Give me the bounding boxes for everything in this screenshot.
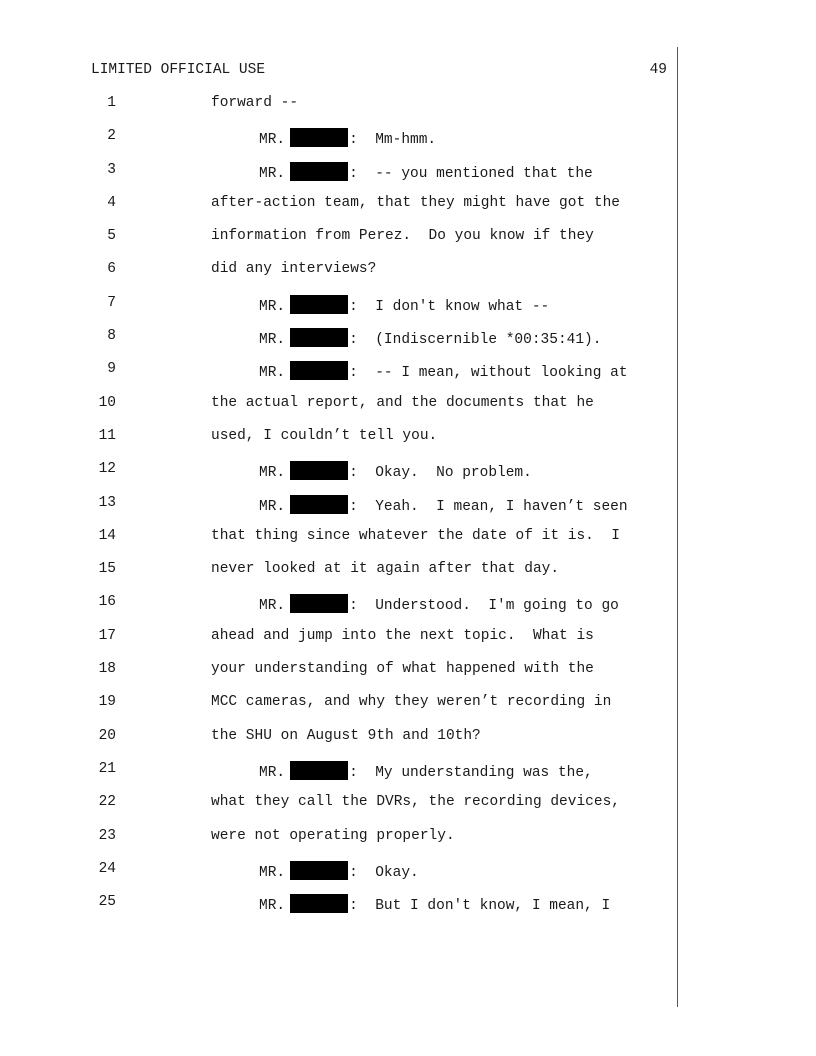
page-number: 49 (649, 62, 667, 78)
transcript-line (0, 887, 816, 920)
speaker-title: MR. (259, 498, 286, 515)
line-number: 15 (98, 561, 116, 578)
continuation-line (211, 561, 559, 577)
line-number: 5 (107, 228, 116, 245)
speaker-line (259, 861, 419, 881)
line-number: 18 (98, 661, 116, 678)
transcript-line (0, 521, 816, 554)
line-number: 9 (107, 361, 116, 378)
transcript-line (0, 488, 816, 521)
continuation-line (211, 228, 594, 244)
line-text: your understanding of what happened with the (211, 661, 594, 678)
transcript-line (0, 288, 816, 321)
speaker-line (259, 162, 593, 182)
transcript-line (0, 654, 816, 687)
line-text: after-action team, that they might have got the (211, 194, 620, 211)
speaker-line (259, 894, 610, 914)
speaker-title: MR. (259, 598, 286, 615)
line-text: did any interviews? (211, 261, 377, 278)
speaker-line (259, 295, 549, 315)
line-text: that thing since whatever the date of it is. I (211, 527, 620, 544)
continuation-line (211, 528, 620, 544)
transcript-line (0, 821, 816, 854)
transcript-line (0, 221, 816, 254)
line-number: 1 (107, 95, 116, 111)
line-text: : (Indiscernible *00:35:41). (349, 332, 602, 349)
transcript-line (0, 787, 816, 820)
line-text: information from Perez. Do you know if they (211, 228, 594, 245)
line-number: 17 (98, 627, 116, 644)
redaction-box (290, 495, 348, 514)
transcript-line (0, 354, 816, 387)
transcript-line (0, 321, 816, 354)
speaker-line (259, 594, 619, 614)
transcript-line (0, 155, 816, 188)
line-text: : My understanding was the, (349, 764, 593, 781)
line-number: 12 (98, 461, 116, 478)
redaction-box (290, 361, 348, 380)
redaction-box (290, 594, 348, 613)
transcript-body (0, 88, 816, 920)
line-text: the SHU on August 9th and 10th? (211, 727, 481, 744)
continuation-line (211, 261, 376, 277)
speaker-title: MR. (259, 764, 286, 781)
speaker-line (259, 361, 628, 381)
line-text: forward -- (211, 95, 299, 111)
transcript-line (0, 621, 816, 654)
speaker-title: MR. (259, 132, 286, 149)
line-text: : Okay. (349, 864, 419, 881)
speaker-line (259, 461, 532, 481)
line-number: 16 (98, 594, 116, 611)
line-text: : -- you mentioned that the (349, 165, 593, 182)
redaction-box (290, 461, 348, 480)
speaker-title: MR. (259, 365, 286, 382)
speaker-title: MR. (259, 898, 286, 915)
continuation-line (211, 95, 298, 111)
line-number: 3 (107, 161, 116, 178)
line-text: : Understood. I'm going to go (349, 598, 619, 615)
speaker-title: MR. (259, 332, 286, 349)
transcript-line (0, 454, 816, 487)
line-text: : But I don't know, I mean, I (349, 898, 611, 915)
continuation-line (211, 794, 620, 810)
transcript-line (0, 88, 816, 121)
continuation-line (211, 628, 594, 644)
continuation-line (211, 395, 594, 411)
transcript-line (0, 721, 816, 754)
redaction-box (290, 761, 348, 780)
speaker-line (259, 128, 436, 148)
line-number: 2 (107, 128, 116, 145)
line-number: 22 (98, 794, 116, 811)
line-text: ahead and jump into the next topic. What is (211, 627, 594, 644)
line-number: 24 (98, 860, 116, 877)
speaker-line (259, 328, 601, 348)
continuation-line (211, 428, 437, 444)
transcript-line (0, 121, 816, 154)
speaker-title: MR. (259, 465, 286, 482)
line-text: never looked at it again after that day. (211, 561, 560, 578)
speaker-line (259, 761, 593, 781)
line-number: 25 (98, 894, 116, 911)
line-text: the actual report, and the documents that he (211, 394, 594, 411)
line-text: : Yeah. I mean, I haven’t seen (349, 498, 628, 515)
line-number: 7 (107, 294, 116, 311)
line-text: : I don't know what -- (349, 298, 550, 315)
line-number: 21 (98, 760, 116, 777)
speaker-line (259, 495, 628, 515)
line-text: used, I couldn’t tell you. (211, 427, 438, 444)
line-number: 20 (98, 727, 116, 744)
speaker-title: MR. (259, 298, 286, 315)
redaction-box (290, 128, 348, 147)
line-number: 10 (98, 394, 116, 411)
line-text: : -- I mean, without looking at (349, 365, 628, 382)
continuation-line (211, 661, 594, 677)
transcript-line (0, 388, 816, 421)
line-text: : Mm-hmm. (349, 132, 437, 149)
redaction-box (290, 861, 348, 880)
speaker-title: MR. (259, 864, 286, 881)
transcript-line (0, 421, 816, 454)
page-header-classification: LIMITED OFFICIAL USE (91, 62, 266, 78)
line-number: 8 (107, 328, 116, 345)
line-number: 11 (98, 427, 116, 444)
redaction-box (290, 894, 348, 913)
transcript-line (0, 854, 816, 887)
transcript-line (0, 587, 816, 620)
line-number: 19 (98, 694, 116, 711)
transcript-line (0, 254, 816, 287)
redaction-box (290, 328, 348, 347)
line-number: 4 (107, 194, 116, 211)
line-text: were not operating properly. (211, 827, 455, 844)
transcript-line (0, 754, 816, 787)
line-text: MCC cameras, and why they weren’t recording in (211, 694, 612, 711)
continuation-line (211, 195, 620, 211)
redaction-box (290, 162, 348, 181)
transcript-line (0, 188, 816, 221)
line-number: 14 (98, 527, 116, 544)
line-number: 13 (98, 494, 116, 511)
line-number: 23 (98, 827, 116, 844)
speaker-title: MR. (259, 165, 286, 182)
transcript-line (0, 687, 816, 720)
transcript-line (0, 554, 816, 587)
continuation-line (211, 728, 481, 744)
line-text: what they call the DVRs, the recording devices, (211, 794, 620, 811)
continuation-line (211, 694, 611, 710)
line-number: 6 (107, 261, 116, 278)
continuation-line (211, 828, 455, 844)
redaction-box (290, 295, 348, 314)
line-text: : Okay. No problem. (349, 465, 532, 482)
